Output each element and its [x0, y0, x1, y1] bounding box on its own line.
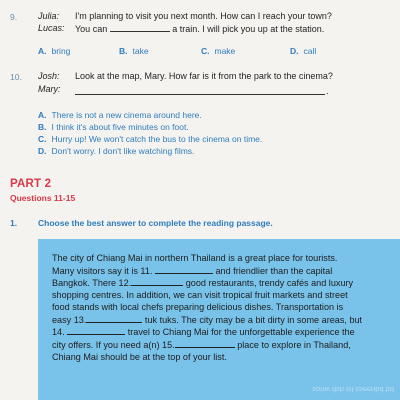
passage-line — [52, 265, 362, 278]
blank-12[interactable] — [131, 277, 183, 286]
question-10-number: 10. — [10, 72, 22, 82]
option-text: Hurry up! We won't catch the bus to the cinema on time. — [51, 134, 263, 144]
option-letter: A. — [38, 46, 47, 56]
option-letter: D. — [290, 46, 299, 56]
passage-line — [52, 314, 362, 327]
passage-line: shopping centres. In addition, we can visit tropical fruit markets and street — [52, 290, 348, 301]
option-letter: C. — [201, 46, 210, 56]
option-text: Don't worry. I don't like watching films. — [51, 146, 195, 156]
option-text: bring — [51, 46, 71, 56]
option-text: make — [214, 46, 236, 56]
q9-option-d[interactable] — [290, 46, 316, 56]
blank-14[interactable] — [67, 326, 125, 335]
option-letter: A. — [38, 110, 47, 120]
q10-answer-line[interactable] — [75, 94, 325, 95]
q9-option-b[interactable] — [119, 46, 149, 56]
questions-range: Questions 11-15 — [10, 193, 76, 203]
passage-line — [52, 277, 362, 290]
passage-text: travel to Chiang Mai for the unforgettable experience the — [127, 327, 355, 338]
q9-julia-line: I'm planning to visit you next month. How can I reach your town? — [75, 11, 332, 21]
passage-line: The city of Chiang Mai in northern Thailand is a great place for tourists. — [52, 253, 338, 263]
q10-option-c[interactable] — [38, 134, 262, 144]
q9-option-c[interactable] — [201, 46, 235, 56]
option-text: I think it's about five minutes on foot. — [51, 122, 189, 132]
show-through-text: sonw dsh sil sseenbd bd — [312, 385, 394, 394]
q10-answer-end: . — [326, 86, 329, 96]
q10-speaker-mary: Mary: — [38, 84, 61, 94]
question-9-number: 9. — [10, 12, 18, 22]
blank-11[interactable] — [155, 265, 213, 274]
q9-speaker-lucas: Lucas: — [38, 23, 65, 33]
passage-line — [52, 326, 362, 339]
blank-15[interactable] — [175, 339, 235, 348]
option-letter: C. — [38, 134, 47, 144]
q9-option-a[interactable] — [38, 46, 70, 56]
option-letter: B. — [38, 122, 47, 132]
option-text: call — [303, 46, 317, 56]
passage-text: city offers. If you need a(n) 15. — [52, 339, 175, 350]
option-text: There is not a new cinema around here. — [51, 110, 202, 120]
q9-lucas-line — [75, 23, 324, 34]
passage-text: Many visitors say it is 11. — [52, 265, 153, 276]
blank-13[interactable] — [86, 314, 142, 323]
passage-text: Bangkok. There 12. — [52, 278, 132, 289]
q10-option-d[interactable] — [38, 146, 194, 156]
q9-lucas-line-after: a train. I will pick you up at the station. — [172, 24, 325, 34]
q9-lucas-line-before: You can — [75, 24, 108, 34]
passage-text: 14. — [52, 327, 65, 338]
passage-text: good restaurants, trendy cafés and luxury — [185, 278, 354, 289]
instruction-number: 1. — [10, 218, 18, 228]
passage-text: place to explore in Thailand, — [237, 339, 351, 350]
reading-passage-box — [38, 239, 400, 400]
q10-option-a[interactable] — [38, 110, 202, 120]
option-text: take — [132, 46, 149, 56]
q10-speaker-josh: Josh: — [38, 71, 60, 81]
option-letter: B. — [119, 46, 128, 56]
reading-passage — [52, 253, 362, 363]
instruction-text: Choose the best answer to complete the reading passage. — [38, 218, 273, 228]
passage-line: food stands with local chefs preparing delicious dishes. Transportation is — [52, 301, 344, 312]
option-letter: D. — [38, 146, 47, 156]
q10-josh-line: Look at the map, Mary. How far is it from the park to the cinema? — [75, 71, 333, 81]
passage-text: and friendlier than the capital — [215, 265, 333, 276]
q9-answer-blank[interactable] — [110, 23, 170, 32]
passage-text: easy 13. — [52, 314, 87, 325]
passage-text: tuk tuks. The city may be a bit dirty in some areas, but — [144, 314, 363, 325]
passage-line — [52, 339, 362, 352]
q10-option-b[interactable] — [38, 122, 189, 132]
part-title: PART 2 — [10, 178, 52, 190]
q9-speaker-julia: Julia: — [38, 11, 60, 21]
passage-line: Chiang Mai should be at the top of your list. — [52, 351, 227, 362]
